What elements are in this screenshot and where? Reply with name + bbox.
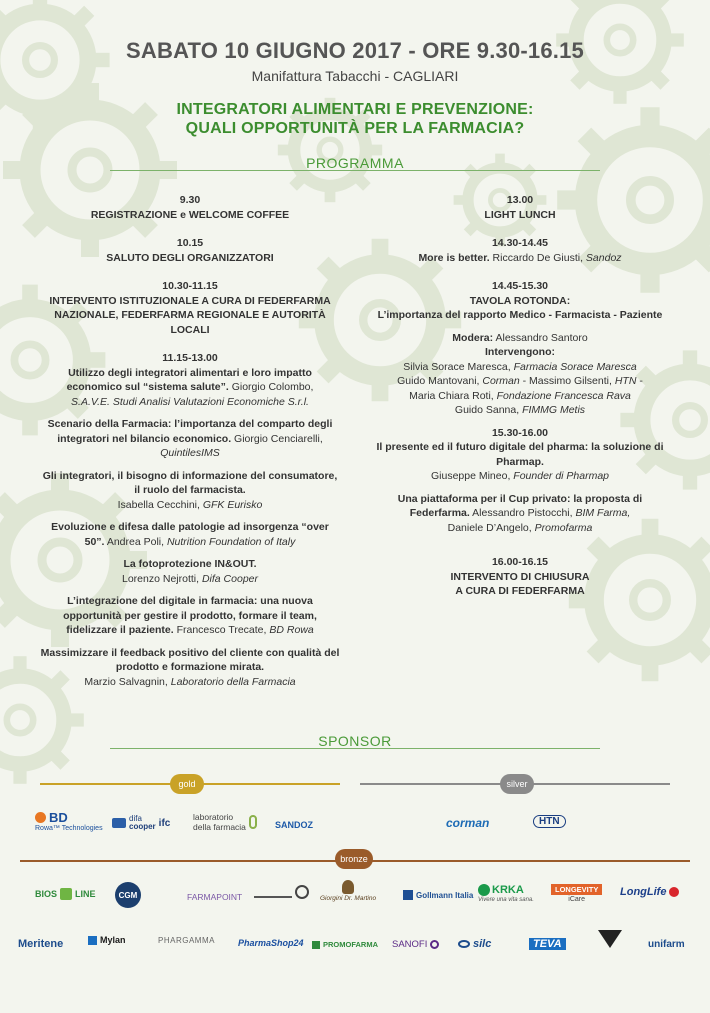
bios-text: BIOS — [35, 889, 58, 899]
pharmashop-name: PharmaShop24 — [238, 938, 304, 948]
program-label: PROGRAMMA — [306, 155, 404, 171]
difa-cooper-logo — [112, 815, 170, 831]
longlife-logo — [620, 886, 679, 898]
silc-logo — [458, 938, 491, 950]
bd-rowa-logo — [35, 810, 103, 832]
talk-title: Una piattaforma per il Cup privato: la proposta di Federfarma. — [397, 492, 643, 519]
difa-text: difa — [129, 814, 142, 823]
agenda-item — [40, 520, 340, 549]
event-venue: Manifattura Tabacchi - CAGLIARI — [251, 68, 459, 84]
gollmann-mark-icon — [403, 890, 413, 900]
pharmacy-association-logo — [254, 885, 309, 899]
agenda-title: TAVOLA ROTONDA: — [469, 294, 571, 307]
panelist-sep: - — [636, 375, 643, 387]
moderator-name: Alessandro Santoro — [493, 331, 588, 344]
biosline-logo — [35, 888, 96, 900]
talk-title: Massimizzare il feedback positivo del cliente con qualità del prodotto e formazione mirata. — [40, 646, 340, 673]
title-line-1: INTEGRATORI ALIMENTARI E PREVENZIONE: — [176, 101, 534, 118]
agenda-time: 9.30 — [179, 194, 201, 206]
mylan-mark-icon — [88, 936, 97, 945]
agenda-item — [40, 236, 340, 265]
talk-title: La fotoprotezione IN&OUT. — [123, 558, 257, 570]
giorgini-mark-icon — [342, 880, 354, 894]
speaker: Daniele D’Angelo, — [447, 521, 532, 534]
teva-logo — [529, 938, 566, 950]
farmapoint-logo — [187, 892, 242, 902]
agenda-title: SALUTO DEGLI ORGANIZZATORI — [106, 251, 274, 264]
panel-label: Intervengono: — [485, 346, 555, 358]
cooper-text: cooper — [129, 822, 156, 831]
speaker-org: Sandoz — [583, 251, 622, 264]
panelist: Guido Mantovani, — [397, 375, 483, 387]
circle-seal-icon — [295, 885, 309, 899]
lab-mark-icon — [249, 815, 257, 829]
panelist-org: Farmacia Sorace Maresca — [513, 360, 637, 373]
sandoz-name: SANDOZ — [275, 820, 313, 830]
agenda-title: A CURA DI FEDERFARMA — [455, 585, 585, 597]
farmapoint-name: FARMAPOINT — [187, 892, 243, 902]
agenda-time: 10.15 — [176, 237, 204, 249]
teva-name: TEVA — [529, 938, 566, 950]
speaker-org: Promofarma — [531, 521, 593, 534]
promofarma-mark-icon — [312, 941, 320, 949]
htn-name: HTN — [533, 815, 566, 828]
agenda-time: 14.45-15.30 — [491, 280, 549, 292]
sanofi-name: SANOFI — [392, 939, 428, 950]
talk-title: Scenario della Farmacia: l’importanza del comparto degli integratori nel bilancio economico. — [47, 418, 333, 445]
speaker: Lorenzo Nejrotti, — [122, 572, 200, 585]
krka-subtitle: Vivere una vita sana. — [478, 897, 534, 903]
difa-mark-icon — [112, 818, 126, 828]
longevity-name: LONGEVITY — [551, 884, 602, 895]
panelist: Guido Sanna, — [454, 404, 523, 416]
agenda-item — [40, 469, 340, 513]
cgm-name: CGM — [115, 882, 141, 908]
sponsor-label: SPONSOR — [318, 733, 392, 749]
lab-text-1: laboratorio — [193, 812, 234, 822]
agenda-time: 15.30-16.00 — [491, 426, 549, 439]
cgm-logo — [115, 882, 141, 908]
program-right-column — [370, 193, 670, 607]
talk-title: Evoluzione e difesa dalle patologie ad insorgenza “over 50”. — [51, 521, 329, 548]
krka-name: KRKA — [492, 884, 524, 896]
agenda-time: 16.00-16.15 — [491, 556, 549, 568]
panelist: Silvia Sorace Maresca, — [403, 360, 514, 373]
panelist-org: FIMMG Metis — [522, 404, 586, 416]
pharmashop24-logo — [238, 938, 304, 948]
bd-mark-icon — [35, 812, 46, 823]
agenda-item — [40, 193, 340, 222]
talk-title: More is better. — [418, 251, 490, 264]
agenda-title: REGISTRAZIONE e WELCOME COFFEE — [90, 208, 290, 221]
tiberiam-logo — [598, 930, 622, 948]
speaker: Giuseppe Mineo, — [430, 470, 511, 482]
agenda-item — [40, 279, 340, 337]
pharmagamma-name: PHARGAMMA — [158, 936, 215, 945]
panelist: Maria Chiara Roti, — [409, 389, 497, 402]
speaker-org: BD Rowa — [266, 624, 314, 636]
gold-badge: gold — [170, 774, 204, 794]
krka-mark-icon — [478, 884, 490, 896]
panelist-org: HTN — [614, 375, 637, 387]
promofarma-logo — [312, 940, 378, 949]
unifarm-logo — [648, 939, 685, 950]
agenda-title: INTERVENTO DI CHIUSURA — [450, 570, 590, 583]
line-text: LINE — [75, 889, 96, 899]
program-left-column — [40, 193, 340, 697]
longlife-mark-icon — [669, 887, 679, 897]
agenda-subtitle: L’importanza del rapporto Medico - Farmacista - Paziente — [377, 309, 663, 321]
speaker-org: Laboratorio della Farmacia — [167, 675, 296, 688]
bd-subtitle: Rowa™ Technologies — [35, 825, 103, 832]
agenda-item — [40, 646, 340, 690]
agenda-title: INTERVENTO ISTITUZIONALE A CURA DI FEDERFARMA NAZIONALE, FEDERFARMA REGIONALE E AUTORITÀ LOCALI — [49, 294, 331, 336]
speaker: Isabella Cecchini, — [117, 498, 200, 511]
agenda-item — [40, 351, 340, 409]
silver-badge: silver — [500, 774, 534, 794]
speaker-org: GFK Eurisko — [199, 498, 263, 511]
sandoz-logo — [275, 820, 313, 830]
speaker-org: Founder di Pharmap — [510, 470, 610, 482]
speaker: Andrea Poli, — [104, 535, 165, 548]
event-date: SABATO 10 GIUGNO 2017 - ORE 9.30-16.15 — [126, 38, 584, 63]
talk-title: L’integrazione del digitale in farmacia: una nuova opportunità per gestire il prodotto, formare il team, fidelizzare il paziente. — [63, 595, 317, 636]
longevity-subtitle: iCare — [568, 896, 586, 903]
agenda-time: 13.00 — [506, 194, 534, 206]
speaker: Riccardo De Giusti, — [489, 251, 584, 264]
agenda-item — [370, 279, 670, 418]
pharmagamma-logo — [158, 936, 215, 945]
speaker-org: Nutrition Foundation of Italy — [164, 535, 296, 548]
panelist: - Massimo Gilsenti, — [519, 375, 615, 387]
speaker: Marzio Salvagnin, — [84, 675, 168, 688]
corman-name: corman — [446, 816, 490, 830]
laboratorio-farmacia-logo — [193, 812, 257, 832]
agenda-item — [370, 236, 670, 265]
speaker-org: QuintilesIMS — [160, 447, 220, 459]
panelist-org: Fondazione Francesca Rava — [496, 389, 631, 402]
gollmann-name: Gollmann Italia — [416, 890, 474, 900]
speaker-org: S.A.V.E. Studi Analisi Valutazioni Economiche S.r.l. — [71, 395, 309, 408]
ifc-text: ifc — [158, 817, 171, 829]
agenda-item — [370, 492, 670, 536]
biosline-mark-icon — [60, 888, 72, 900]
sponsor-heading — [0, 733, 710, 751]
talk-title: Il presente ed il futuro digitale del pharma: la soluzione di Pharmap. — [376, 441, 664, 468]
speaker: Giorgio Cenciarelli, — [231, 432, 323, 445]
speaker-org: BIM Farma, — [572, 507, 631, 519]
agenda-time: 10.30-11.15 — [162, 280, 218, 292]
sanofi-logo — [392, 939, 439, 950]
agenda-title: LIGHT LUNCH — [484, 208, 556, 221]
agenda-item — [40, 417, 340, 461]
agenda-time: 14.30-14.45 — [491, 237, 549, 249]
giorgini-name: Giorgini Dr. Martino — [320, 895, 377, 902]
agenda-item — [370, 555, 670, 599]
agenda-item — [370, 426, 670, 484]
agenda-item — [370, 193, 670, 222]
unifarm-name: unifarm — [648, 939, 685, 950]
sanofi-mark-icon — [430, 940, 439, 949]
bronze-badge: bronze — [335, 849, 373, 869]
agenda-item — [40, 557, 340, 586]
giorgini-logo — [320, 880, 376, 902]
agenda-item — [40, 594, 340, 638]
krka-logo — [478, 884, 534, 903]
panelist-org: Corman — [482, 375, 520, 387]
event-title — [0, 100, 710, 138]
agenda-time: 11.15-13.00 — [162, 352, 218, 364]
speaker: Francesco Trecate, — [173, 624, 267, 636]
gollmann-logo — [403, 890, 473, 900]
meritene-name: Meritene — [18, 938, 64, 950]
mylan-logo — [88, 935, 126, 945]
longlife-name: LongLife — [620, 886, 667, 898]
talk-title: Utilizzo degli integratori alimentari e loro impatto economico sul “sistema salute”. — [66, 366, 312, 393]
silc-name: silc — [473, 938, 492, 950]
people-icon — [254, 886, 292, 898]
triangle-mark-icon — [598, 930, 622, 948]
promofarma-name: PROMOFARMA — [323, 940, 378, 949]
longevity-logo — [551, 884, 602, 903]
speaker: Giorgio Colombo, — [228, 381, 314, 393]
program-heading — [0, 155, 710, 173]
lab-text-2: della farmacia — [193, 822, 246, 832]
talk-title: Gli integratori, il bisogno di informazione del consumatore, il ruolo del farmacista. — [42, 469, 338, 496]
htn-logo — [533, 815, 566, 828]
mylan-name: Mylan — [100, 935, 126, 945]
speaker-org: Difa Cooper — [199, 572, 258, 585]
moderator-label: Modera: — [452, 331, 494, 344]
speaker: Alessandro Pistocchi, — [469, 507, 573, 519]
title-line-2: QUALI OPPORTUNITÀ PER LA FARMACIA? — [185, 120, 525, 137]
corman-logo — [446, 816, 489, 830]
silc-mark-icon — [458, 940, 470, 948]
bd-name: BD — [49, 810, 68, 825]
meritene-logo — [18, 938, 63, 950]
